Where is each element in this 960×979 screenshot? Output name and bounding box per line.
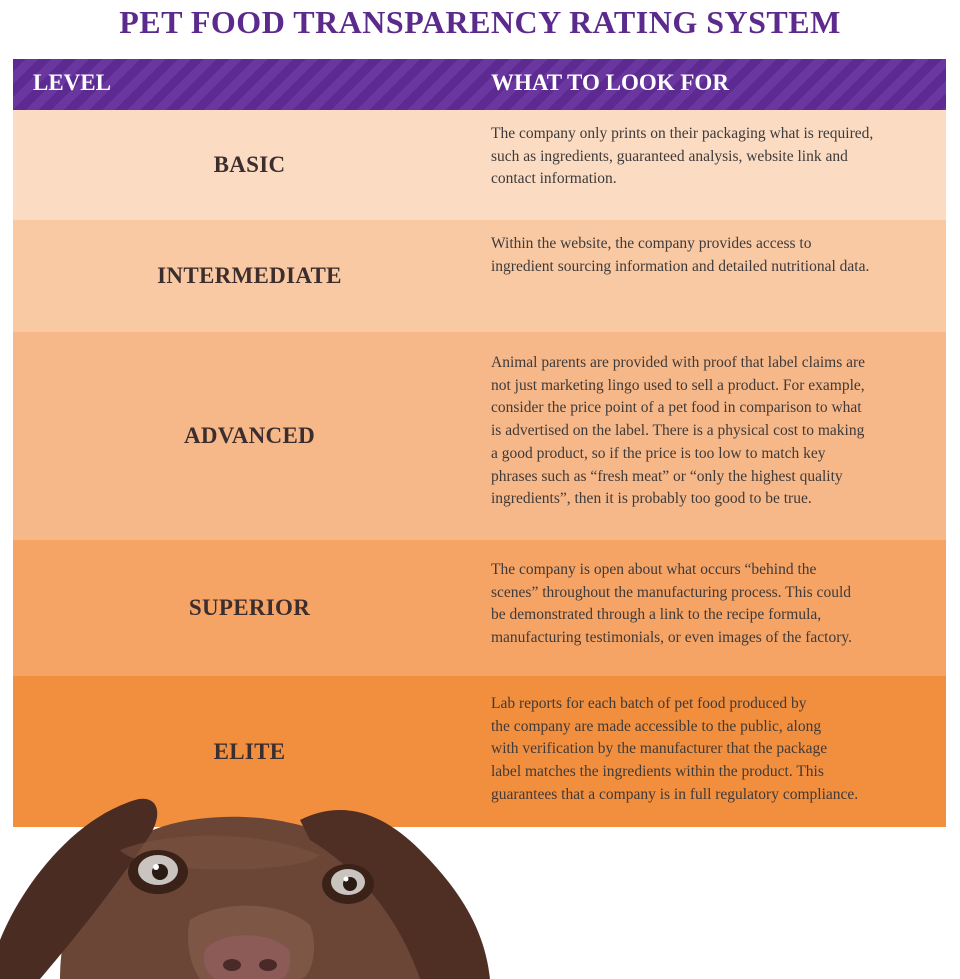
table-row-intermediate xyxy=(13,220,946,332)
description-line: a good product, so if the price is too low to match key xyxy=(491,444,826,462)
level-label: ADVANCED xyxy=(183,423,316,448)
level-description xyxy=(491,693,944,807)
level-description xyxy=(491,352,944,511)
description-line: not just marketing lingo used to sell a product. For example, xyxy=(491,376,865,394)
description-line: the company are made accessible to the public, along xyxy=(491,717,822,735)
level-label: ELITE xyxy=(213,738,286,764)
description-line: consider the price point of a pet food in comparison to what xyxy=(491,399,862,417)
description-line: be demonstrated through a link to the recipe formula, xyxy=(491,606,822,624)
description-line: with verification by the manufacturer that the package xyxy=(491,740,828,758)
description-line: scenes” throughout the manufacturing process. This could xyxy=(491,583,851,601)
level-label: INTERMEDIATE xyxy=(157,263,342,288)
table-header xyxy=(13,59,946,110)
description-line: contact information. xyxy=(491,170,617,188)
description-line: Animal parents are provided with proof that label claims are xyxy=(491,354,866,371)
table-row-advanced xyxy=(13,332,946,540)
description-line: such as ingredients, guaranteed analysis, website link and xyxy=(491,147,848,165)
description-line: manufacturing testimonials, or even images of the factory. xyxy=(491,629,852,647)
header-level: LEVEL xyxy=(33,70,111,95)
description-line: phrases such as “fresh meat” or “only the highest quality xyxy=(491,467,843,485)
description-line: The company is open about what occurs “behind the xyxy=(491,561,817,578)
description-line: Within the website, the company provides access to xyxy=(491,235,812,252)
page-title: PET FOOD TRANSPARENCY RATING SYSTEM xyxy=(119,4,841,40)
level-description xyxy=(491,123,944,191)
header-what-to-look-for: WHAT TO LOOK FOR xyxy=(491,70,729,95)
puppy-nose xyxy=(204,935,290,979)
level-label: BASIC xyxy=(213,152,286,177)
level-description xyxy=(491,233,944,278)
description-line: The company only prints on their packaging what is required, xyxy=(491,125,874,142)
description-line: Lab reports for each batch of pet food produced by xyxy=(491,695,807,712)
level-description xyxy=(491,559,944,650)
rating-table xyxy=(13,59,946,827)
level-label: SUPERIOR xyxy=(188,595,311,620)
table-row-basic xyxy=(13,110,946,220)
description-line: is advertised on the label. There is a physical cost to making xyxy=(491,422,865,440)
description-line: ingredient sourcing information and detailed nutritional data. xyxy=(491,257,870,275)
puppy-image xyxy=(0,780,500,979)
description-line: ingredients”, then it is probably too good to be true. xyxy=(491,490,812,508)
table-row-superior xyxy=(13,540,946,676)
description-line: guarantees that a company is in full regulatory compliance. xyxy=(491,785,859,803)
description-line: label matches the ingredients within the product. This xyxy=(491,763,824,781)
